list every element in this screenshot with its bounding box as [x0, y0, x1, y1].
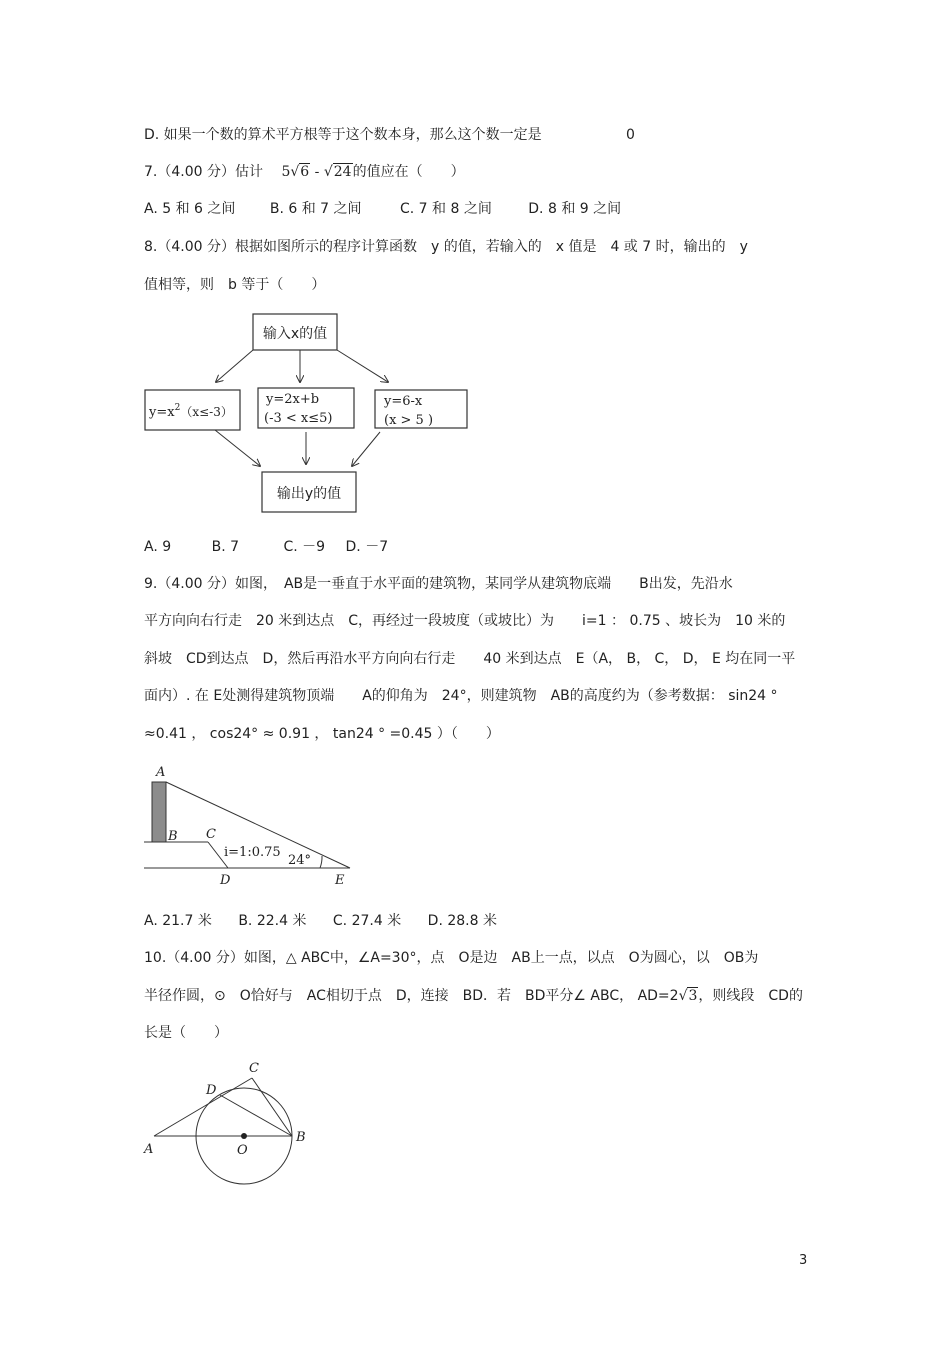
q7-option-b: B. 6 和 7 之间 — [269, 201, 362, 217]
q8-option-d: D. －7 — [345, 539, 389, 555]
q10-line2-suffix: ，则线段 CD的 — [698, 988, 803, 1004]
q9-stem-line1: 9.（4.00 分）如图， AB是一垂直于水平面的建筑物，某同学从建筑物底端 B出发，先沿水 — [144, 576, 733, 592]
page-number: 3 — [799, 1253, 808, 1268]
label-angle: 24° — [288, 853, 312, 868]
q6-option-d — [144, 125, 635, 145]
q7-stem-prefix: 7.（4.00 分）估计 — [144, 164, 263, 180]
q7-stem-suffix: 的值应在（ ） — [352, 164, 465, 180]
label-b: B — [296, 1130, 306, 1145]
q8-option-a: A. 9 — [144, 539, 172, 555]
q7-stem — [144, 162, 465, 182]
segment-ac — [154, 1078, 252, 1136]
q10-stem-line3: 长是（ ） — [144, 1025, 228, 1041]
label-d: D — [206, 1083, 217, 1098]
q8-options — [144, 537, 414, 557]
q8-flowchart — [140, 308, 480, 523]
flow-branch1-sup: 2 — [174, 403, 181, 413]
flow-branch2-line2: (-3 < x≤5) — [264, 411, 333, 426]
label-slope: i=1:0.75 — [224, 845, 281, 860]
q7-sqrt-1: √6 — [290, 164, 310, 180]
flow-merge-left — [215, 430, 260, 466]
q9-stem-line3: 斜坡 CD到达点 D，然后再沿水平方向向右行走 40 米到达点 E（A， B， C， D， E 均在同一平 — [144, 651, 796, 667]
flow-branch2-line1: y=2x+b — [266, 392, 320, 407]
q10-figure — [140, 1055, 320, 1190]
q9-figure — [140, 760, 360, 890]
q7-coef: 5 — [281, 164, 291, 180]
q10-rad: 3 — [688, 988, 698, 1004]
segment-db — [220, 1095, 292, 1136]
q8-option-c: C. －9 — [283, 539, 326, 555]
q10-line2-prefix: 半径作圆，⊙ O恰好与 AC相切于点 D，连接 BD．若 BD平分∠ ABC， AD=2 — [144, 988, 679, 1004]
q9-option-b: B. 22.4 米 — [238, 913, 307, 929]
flow-branch1-a: y=x — [149, 405, 175, 420]
q8-stem-line2: 值相等，则 b 等于（ ） — [144, 277, 326, 293]
q9-stem-line5: ≈0.41 ， cos24° ≈ 0.91 ， tan24 ° =0.45 ）（ ） — [144, 726, 500, 742]
q6-option-d-text: D. 如果一个数的算术平方根等于这个数本身，那么这个数一定是 — [144, 127, 542, 143]
label-c: C — [249, 1061, 259, 1076]
flow-arrow-left — [216, 350, 253, 382]
q10-sqrt: √3 — [678, 988, 698, 1004]
flow-branch3-line1: y=6-x — [384, 394, 423, 409]
label-a: A — [144, 1142, 154, 1157]
q9-stem-line4: 面内）. 在 E处测得建筑物顶端 A的仰角为 24°，则建筑物 AB的高度约为（参考数据： sin24 ° — [144, 688, 778, 704]
q9-stem-line2: 平方向向右行走 20 米到达点 C，再经过一段坡度（或坡比）为 i=1 ： 0.75 、坡长为 10 米的 — [144, 613, 786, 629]
q7-sqrt-2: √24 — [323, 164, 352, 180]
q9-option-d: D. 28.8 米 — [427, 913, 497, 929]
q7-minus: - — [314, 164, 320, 180]
q7-rad-1: 6 — [300, 164, 310, 180]
flow-branch1-b: （x≤-3） — [180, 405, 233, 419]
q10-stem-line2 — [144, 986, 803, 1006]
building-ab — [152, 782, 166, 842]
q7-rad-2: 24 — [333, 164, 352, 180]
label-d: D — [220, 873, 231, 888]
flow-branch3-line2: (x > 5 ) — [384, 413, 434, 428]
q7-option-c: C. 7 和 8 之间 — [399, 201, 492, 217]
q8-option-b: B. 7 — [211, 539, 240, 555]
q7-expression — [281, 164, 352, 180]
q7-option-d: D. 8 和 9 之间 — [528, 201, 622, 217]
label-c: C — [206, 827, 216, 842]
segment-cb — [252, 1078, 292, 1136]
flow-input-text: 输入x的值 — [262, 326, 328, 342]
flow-arrow-right — [337, 350, 388, 382]
label-o: O — [237, 1143, 248, 1158]
q7-options — [144, 199, 647, 219]
point-o — [241, 1133, 247, 1139]
q9-option-a: A. 21.7 米 — [144, 913, 212, 929]
label-b: B — [168, 829, 178, 844]
q8-stem-line1: 8.（4.00 分）根据如图所示的程序计算函数 y 的值，若输入的 x 值是 4 或 7 时，输出的 y — [144, 239, 748, 255]
q10-stem-line1: 10.（4.00 分）如图，△ ABC中，∠A=30°，点 O是边 AB上一点，以点 O为圆心，以 OB为 — [144, 950, 759, 966]
label-a: A — [156, 765, 166, 780]
q9-option-c: C. 27.4 米 — [332, 913, 402, 929]
q6-option-d-value: 0 — [626, 127, 635, 143]
flow-branch1-text — [148, 403, 233, 420]
label-e: E — [335, 873, 345, 888]
q9-options — [144, 911, 523, 931]
q7-option-a: A. 5 和 6 之间 — [144, 201, 236, 217]
angle-arc — [320, 856, 322, 868]
flow-output-text: 输出y的值 — [276, 486, 342, 502]
flow-merge-right — [352, 432, 380, 466]
